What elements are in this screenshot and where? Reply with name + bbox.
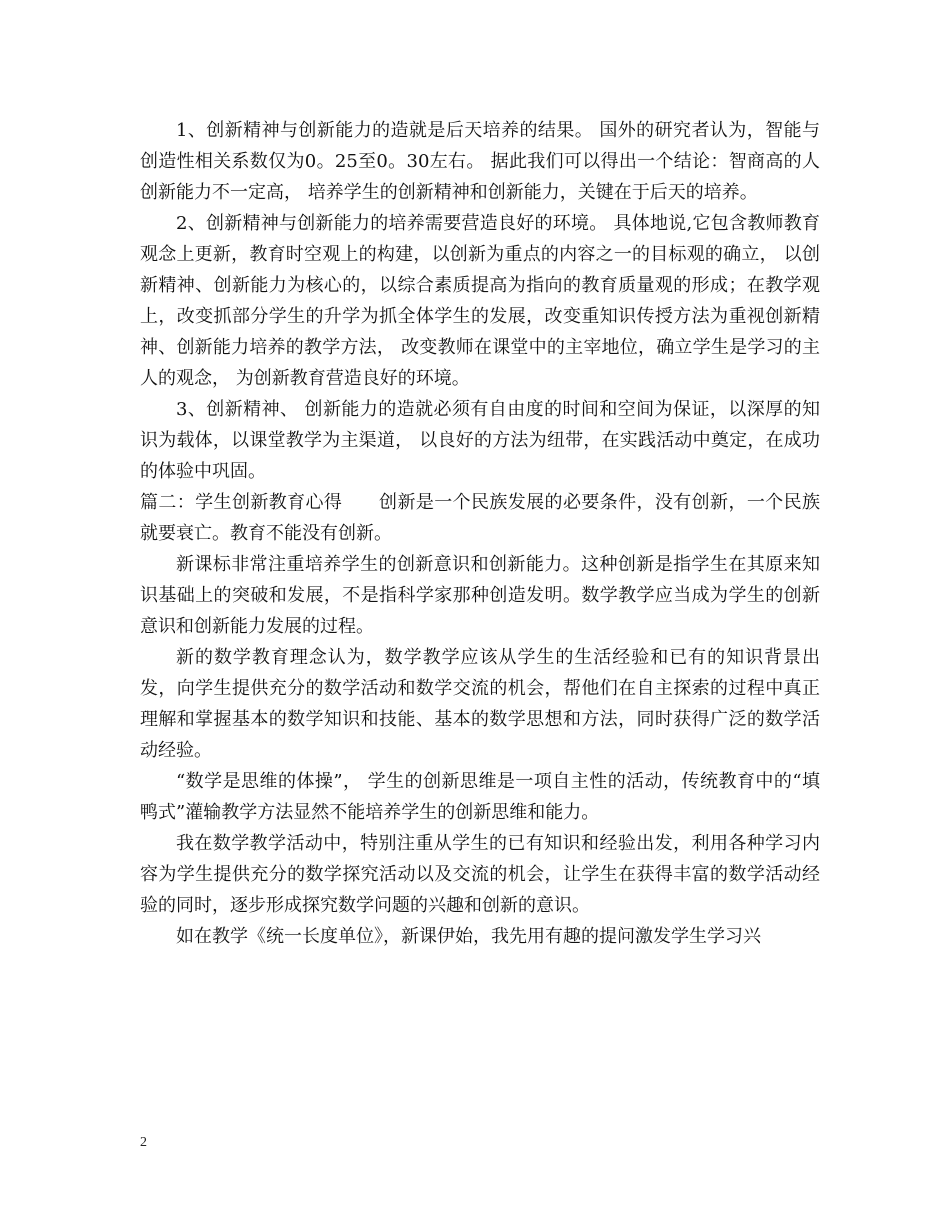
paragraph-point-3: 3、创新精神、 创新能力的造就必须有自由度的时间和空间为保证，以深厚的知识为载体，以课堂教学为主渠道， 以良好的方法为纽带，在实践活动中奠定，在成功的体验中巩固。 [140,399,820,482]
paragraph-new-philosophy: 新的数学教育理念认为，数学教学应该从学生的生活经验和已有的知识背景出发，向学生提供充分的数学活动和数学交流的机会，帮他们在自主探索的过程中真正理解和掌握基本的数学知识和技能、基本的数学思想和方法，同时获得广泛的数学活动经验。 [140,647,820,761]
paragraph-point-2: 2、创新精神与创新能力的培养需要营造良好的环境。 具体地说,它包含教师教育观念上更新，教育时空观上的构建，以创新为重点的内容之一的目标观的确立， 以创新精神、创新能力为核心的，以综合素质提高为指向的教育质量观的形成；在教学观上，改变抓部分学生的升学为抓全体学生的发展，改变重知识传授方法为重视创新精神、创新能力培养的教学方法， 改变教师在课堂中的主宰地位，确立学生是学习的主人的观念， 为创新教育营造良好的环境。 [140,213,820,389]
paragraph-teaching-practice: 我在数学教学活动中，特别注重从学生的已有知识和经验出发，利用各种学习内容为学生提供充分的数学探究活动以及交流的机会，让学生在获得丰富的数学活动经验的同时，逐步形成探究数学问题的兴趣和创新的意识。 [140,833,820,916]
paragraph-example-lesson: 如在教学《统一长度单位》，新课伊始，我先用有趣的提问激发学生学习兴 [176,926,761,947]
page-number: 2 [140,1135,147,1150]
body-text [140,115,820,952]
paragraph-new-curriculum: 新课标非常注重培养学生的创新意识和创新能力。这种创新是指学生在其原来知识基础上的突破和发展，不是指科学家那种创造发明。数学教学应当成为学生的创新意识和创新能力发展的过程。 [140,554,820,637]
paragraph-math-thinking: “数学是思维的体操”， 学生的创新思维是一项自主性的活动，传统教育中的“填鸭式”灌输教学方法显然不能培养学生的创新思维和能力。 [140,771,820,823]
section-heading-part-two: 篇二：学生创新教育心得 创新是一个民族发展的必要条件，没有创新，一个民族就要衰亡。教育不能没有创新。 [140,492,820,544]
paragraph-point-1: 1、创新精神与创新能力的造就是后天培养的结果。 国外的研究者认为，智能与创造性相关系数仅为0。25至0。30左右。 据此我们可以得出一个结论：智商高的人创新能力不一定高， 培养学生的创新精神和创新能力，关键在于后天的培养。 [140,120,820,203]
